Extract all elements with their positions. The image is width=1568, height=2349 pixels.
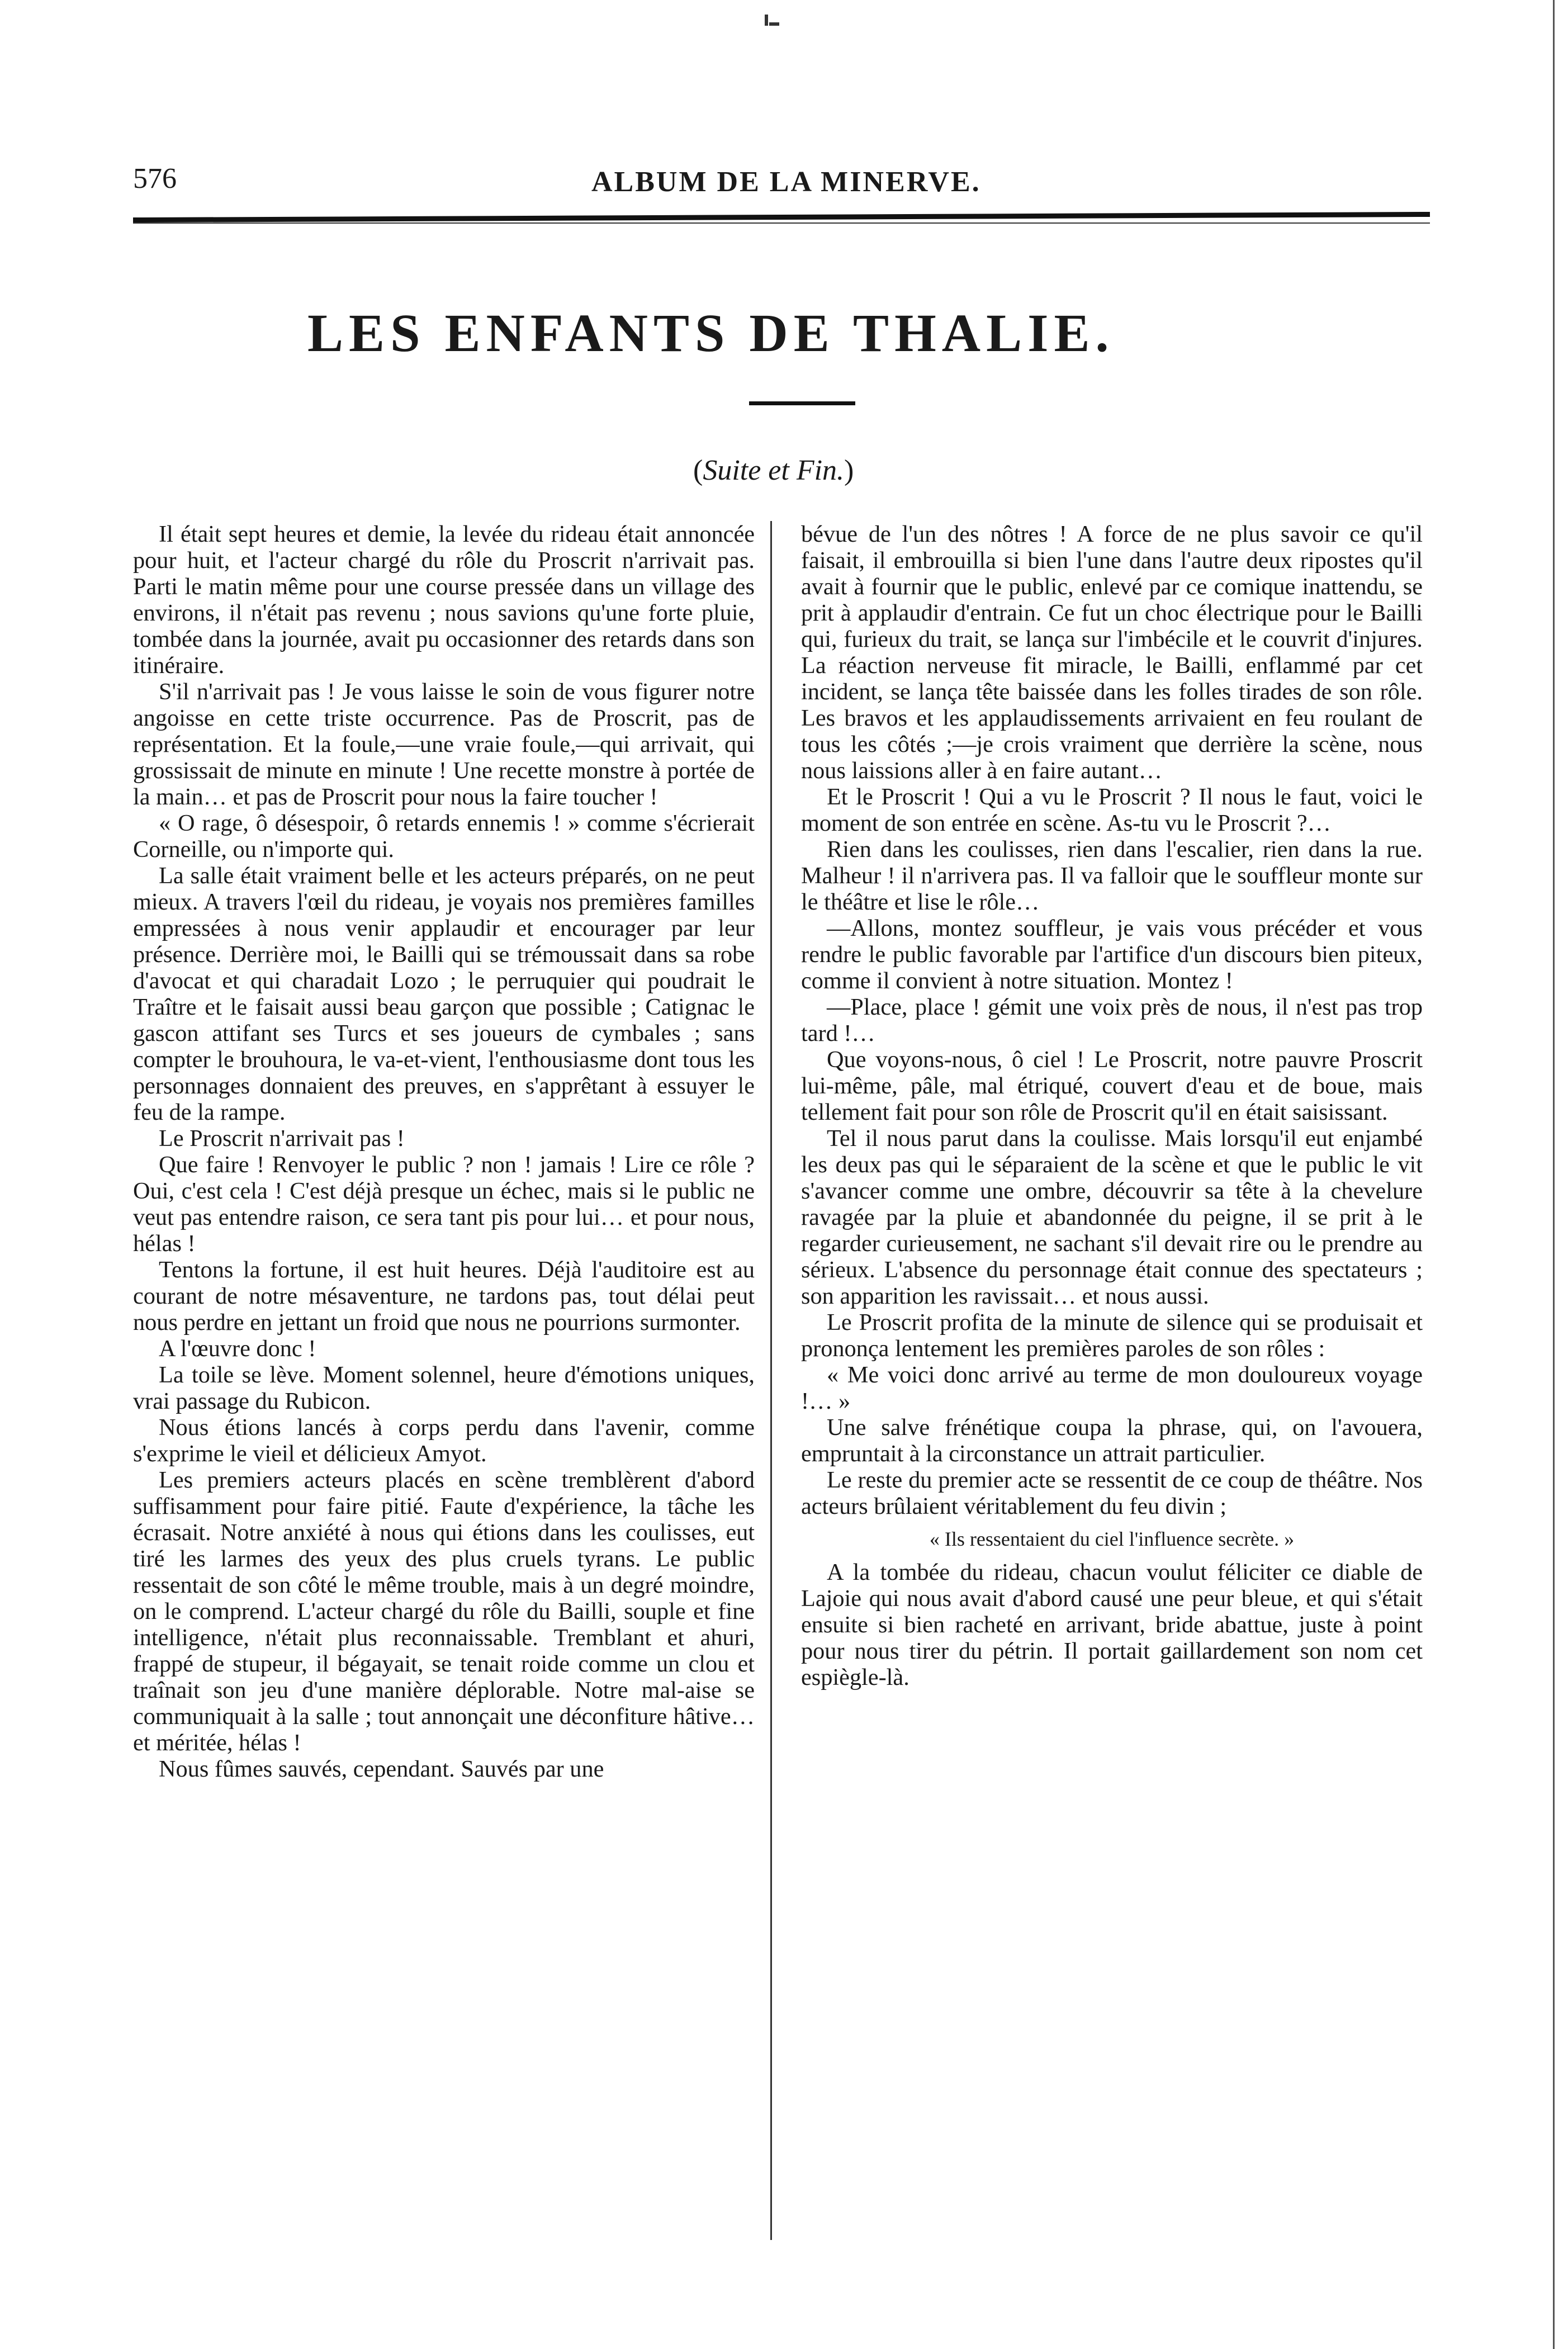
column-divider xyxy=(770,521,772,2240)
paragraph: Le Proscrit profita de la minute de silence qui se produisait et prononça lentement les premières paroles de son rôles : xyxy=(801,1309,1423,1362)
paragraph: Rien dans les coulisses, rien dans l'escalier, rien dans la rue. Malheur ! il n'arrivera pas. Il va falloir que le souffleur monte sur le théâtre et lise le rôle… xyxy=(801,836,1423,915)
paragraph: Que faire ! Renvoyer le public ? non ! jamais ! Lire ce rôle ? Oui, c'est cela ! C'est déjà presque un échec, mais si le public ne veut pas entendre raison, ce sera tant pis pour lui… et pour nous, hélas ! xyxy=(133,1152,755,1257)
paragraph: Tentons la fortune, il est huit heures. Déjà l'auditoire est au courant de notre mésaventure, ne tardons pas, tout délai peut nous perdre en jettant un froid que nous ne pourrions surmonter. xyxy=(133,1257,755,1335)
page-number: 576 xyxy=(133,163,177,195)
print-mark xyxy=(769,22,779,26)
print-mark xyxy=(765,15,768,26)
page-edge-line xyxy=(1553,0,1555,2349)
verse-quote: « Ils ressentaient du ciel l'influence secrète. » xyxy=(929,1528,1295,1550)
paragraph: « O rage, ô désespoir, ô retards ennemis ! » comme s'écrierait Corneille, ou n'importe qui. xyxy=(133,810,755,863)
paragraph: —Place, place ! gémit une voix près de nous, il n'est pas trop tard !… xyxy=(801,994,1423,1046)
subtitle-close-paren: ) xyxy=(844,454,854,486)
paragraph: —Allons, montez souffleur, je vais vous précéder et vous rendre le public favorable par l'artifice d'un discours bien piteux, comme il convient à notre situation. Montez ! xyxy=(801,915,1423,994)
paragraph: « Me voici donc arrivé au terme de mon douloureux voyage !… » xyxy=(801,1362,1423,1414)
page-header xyxy=(133,162,1430,212)
paragraph: Tel il nous parut dans la coulisse. Mais lorsqu'il eut enjambé les deux pas qui le séparaient de la scène et que le public le vit s'avancer comme une ombre, découvrir sa tête à la chevelure ravagée par la pluie et abandonnée du peigne, il se prit à le regarder curieusement, ne sachant s'il devait rire ou le prendre au sérieux. L'absence du personnage était connue des spectateurs ; son apparition les ravissait… et nous aussi. xyxy=(801,1125,1423,1309)
article-title: LES ENFANTS DE THALIE. xyxy=(307,303,1115,363)
paragraph: La toile se lève. Moment solennel, heure d'émotions uniques, vrai passage du Rubicon. xyxy=(133,1362,755,1414)
paragraph: A la tombée du rideau, chacun voulut féliciter ce diable de Lajoie qui nous avait d'abord causé une peur bleue, et qui s'était ensuite si bien racheté en arrivant, bride abattue, juste à point pour nous tirer du pétrin. Il portait gaillardement son nom cet espiègle-là. xyxy=(801,1559,1423,1690)
right-column xyxy=(801,521,1423,1690)
running-head: ALBUM DE LA MINERVE. xyxy=(591,166,981,198)
paragraph: Les premiers acteurs placés en scène tremblèrent d'abord suffisamment pour faire pitié. Faute d'expérience, la tâche les écrasait. Notre anxiété à nous qui étions dans les coulisses, eut tiré les larmes des yeux des plus cruels tyrans. Le public ressentait de son côté le même trouble, mais à un degré moindre, on le comprend. L'acteur chargé du rôle du Bailli, souple et fine intelligence, n'était plus reconnaissable. Tremblant et ahuri, frappé de stupeur, il bégayait, se tenait roide comme un clou et traînait son jeu d'une manière déplorable. Notre mal-aise se communiquait à la salle ; tout annonçait une déconfiture hâtive… et méritée, hélas ! xyxy=(133,1467,755,1756)
article-subtitle xyxy=(693,454,917,487)
header-rule-thin xyxy=(133,222,1430,224)
paragraph: S'il n'arrivait pas ! Je vous laisse le soin de vous figurer notre angoisse en cette triste occurrence. Pas de Proscrit, pas de représentation. Et la foule,—une vraie foule,—qui arrivait, qui grossissait de minute en minute ! Une recette monstre à portée de la main… et pas de Proscrit pour nous la faire toucher ! xyxy=(133,679,755,810)
left-column xyxy=(133,521,755,1782)
paragraph: A l'œuvre donc ! xyxy=(159,1335,316,1362)
subtitle-open-paren: ( xyxy=(693,454,703,486)
paragraph: Le Proscrit n'arrivait pas ! xyxy=(159,1125,405,1152)
header-rule xyxy=(133,212,1430,222)
paragraph: La salle était vraiment belle et les acteurs préparés, on ne peut mieux. A travers l'œil du rideau, je voyais nos premières familles empressées à nous venir applaudir et encourager par leur présence. Derrière moi, le Bailli qui se trémoussait dans sa robe d'avocat et qui charadait Lozo ; le perruquier qui poudrait le Traître et le faisait aussi beau garçon que possible ; Catignac le gascon attifant ses Turcs et ses joueurs de cymbales ; sans compter le brouhoura, le va-et-vient, l'enthousiasme dont tous les personnages donnaient des preuves, en s'apprêtant à essuyer le feu de la rampe. xyxy=(133,863,755,1125)
title-rule xyxy=(749,401,855,405)
paragraph: Nous fûmes sauvés, cependant. Sauvés par une xyxy=(159,1756,604,1782)
subtitle-text: Suite et Fin. xyxy=(703,454,845,486)
paragraph: Il était sept heures et demie, la levée du rideau était annoncée pour huit, et l'acteur chargé du rôle du Proscrit n'arrivait pas. Parti le matin même pour une course pressée dans un village des environs, il n'était pas revenu ; nous savions qu'une forte pluie, tombée dans la journée, avait pu occasionner des retards dans son itinéraire. xyxy=(133,521,755,679)
paragraph: Nous étions lancés à corps perdu dans l'avenir, comme s'exprime le vieil et délicieux Amyot. xyxy=(133,1414,755,1467)
paragraph: Une salve frénétique coupa la phrase, qui, on l'avouera, empruntait à la circonstance un attrait particulier. xyxy=(801,1414,1423,1467)
paragraph: bévue de l'un des nôtres ! A force de ne plus savoir ce qu'il faisait, il embrouilla si bien l'une dans l'autre deux ripostes qu'il avait à fournir que le public, enlevé par ce comique inattendu, se prit à applaudir d'entrain. Ce fut un choc électrique pour le Bailli qui, furieux du trait, se lança sur l'imbécile et le couvrit d'injures. La réaction nerveuse fit miracle, le Bailli, enflammé par cet incident, se lança tête baissée dans les folles tirades de son rôle. Les bravos et les applaudissements arrivaient en feu roulant de tous les côtés ;—je crois vraiment que derrière la scène, nous nous laissions aller à en faire autant… xyxy=(801,521,1423,784)
paragraph: Que voyons-nous, ô ciel ! Le Proscrit, notre pauvre Proscrit lui-même, pâle, mal étriqué, couvert d'eau et de boue, mais tellement fait pour son rôle de Proscrit qu'il en était saisissant. xyxy=(801,1046,1423,1125)
paragraph: Le reste du premier acte se ressentit de ce coup de théâtre. Nos acteurs brûlaient véritablement du feu divin ; xyxy=(801,1467,1423,1519)
paragraph: Et le Proscrit ! Qui a vu le Proscrit ? Il nous le faut, voici le moment de son entrée en scène. As-tu vu le Proscrit ?… xyxy=(801,784,1423,836)
